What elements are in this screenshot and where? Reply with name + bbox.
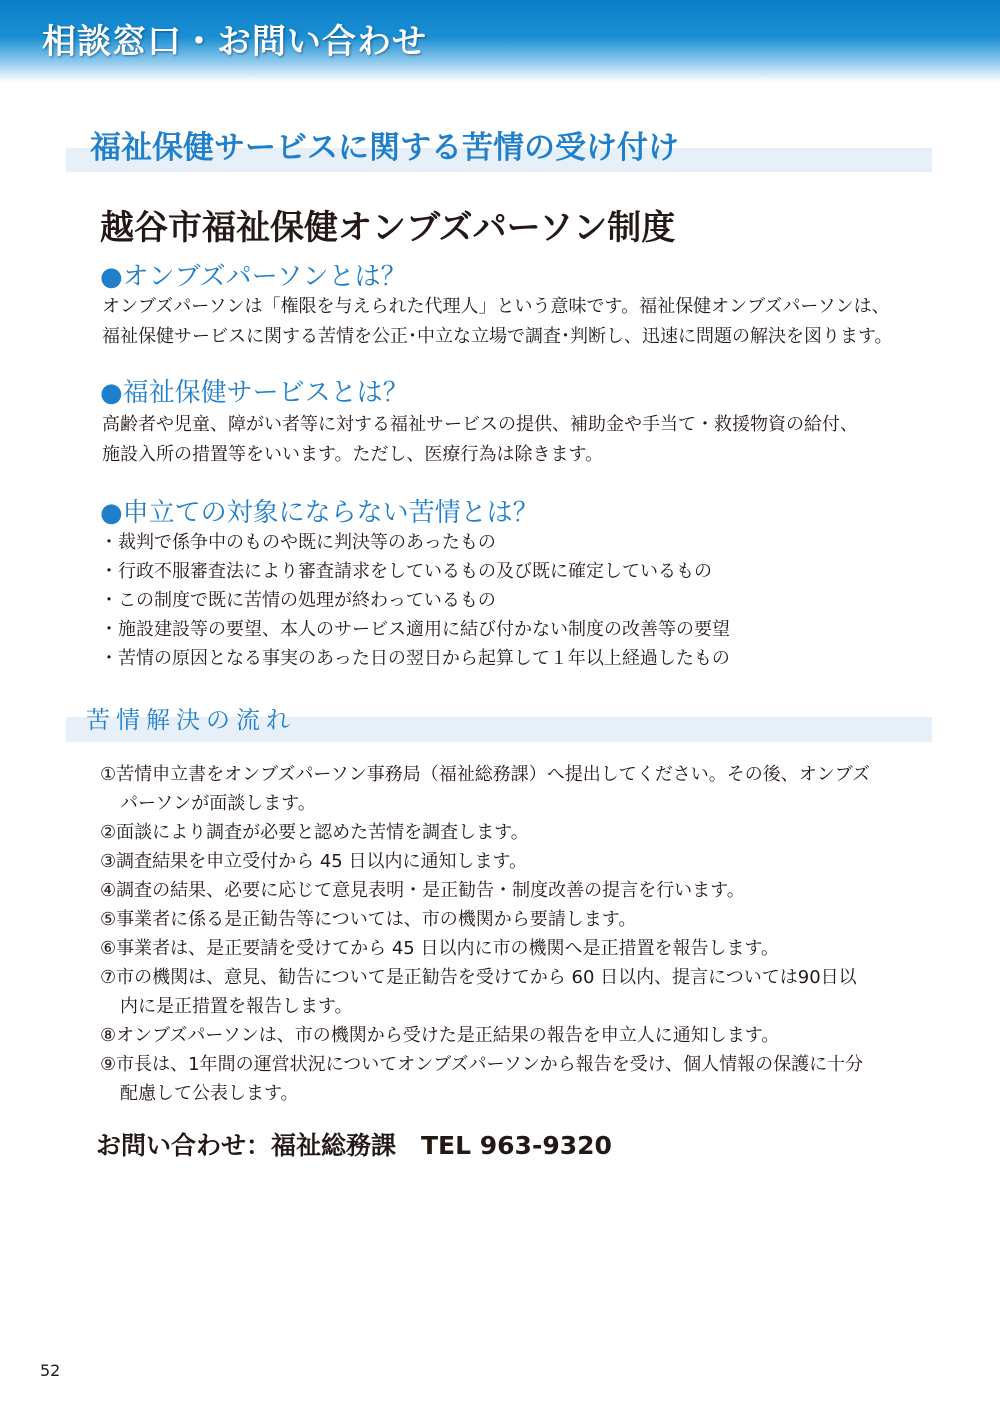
flow-step-line: ⑦市の機関は、意見、勧告について是正勧告を受けてから 60 日以内、提言については90日以 [100, 967, 857, 988]
flow-step: ⑧オンブズパーソンは、市の機関から受けた是正結果の報告を申立人に通知します。 [100, 1025, 780, 1046]
paragraph-line: 福祉保健サービスに関する苦情を公正･中立な立場で調査･判断し、迅速に問題の解決を図ります。 [102, 326, 893, 347]
subheading-what-is-ombudsperson: ●オンブズパーソンとは？ [100, 262, 407, 292]
flow-step-continuation: 配慮して公表します。 [120, 1083, 299, 1104]
excluded-complaints-list [100, 528, 730, 673]
page-number: 52 [40, 1361, 61, 1380]
contact-info: お問い合わせ：福祉総務課 TEL 963-9320 [96, 1131, 612, 1160]
flow-step-line: ⑨市長は、1年間の運営状況についてオンブズパーソンから報告を受け、個人情報の保護に十分 [100, 1054, 864, 1075]
list-item: ・この制度で既に苦情の処理が終わっているもの [100, 590, 496, 611]
list-item: ・裁判で係争中のものや既に判決等のあったもの [100, 532, 496, 553]
paragraph-line: 施設入所の措置等をいいます。ただし、医療行為は除きます。 [102, 444, 604, 465]
section-heading-complaints [66, 122, 932, 172]
list-item: ・施設建設等の要望、本人のサービス適用に結び付かない制度の改善等の要望 [100, 619, 730, 640]
flow-step-continuation: 内に是正措置を報告します。 [120, 996, 353, 1017]
flow-step [100, 760, 900, 818]
section-heading-flow [66, 700, 932, 742]
flow-step: ②面談により調査が必要と認めた苦情を調査します。 [100, 822, 529, 843]
system-title: 越谷市福祉保健オンブズパーソン制度 [100, 208, 676, 248]
paragraph-line: 高齢者や児童、障がい者等に対する福祉サービスの提供、補助金や手当て・救援物資の給付、 [102, 414, 858, 435]
subheading-welfare-services: ●福祉保健サービスとは？ [100, 378, 409, 408]
header-banner [0, 0, 1000, 82]
paragraph-line: オンブズパーソンは「権限を与えられた代理人」という意味です。福祉保健オンブズパーソンは、 [102, 296, 890, 317]
list-item: ・苦情の原因となる事実のあった日の翌日から起算して１年以上経過したもの [100, 648, 730, 669]
section-heading-text: 苦情解決の流れ [86, 706, 296, 734]
list-item: ・行政不服審査法により審査請求をしているもの及び既に確定しているもの [100, 561, 712, 582]
paragraph-what-is-ombudsperson [102, 292, 893, 352]
complaint-flow-list [100, 760, 900, 1108]
flow-step: ④調査の結果、必要に応じて意見表明・是正勧告・制度改善の提言を行います。 [100, 880, 745, 901]
flow-step: ⑥事業者は、是正要請を受けてから 45 日以内に市の機関へ是正措置を報告します。 [100, 938, 780, 959]
flow-step: ③調査結果を申立受付から 45 日以内に通知します。 [100, 851, 528, 872]
subheading-excluded-complaints: ●申立ての対象にならない苦情とは？ [100, 498, 539, 528]
flow-step-line: ①苦情申立書をオンブズパーソン事務局（福祉総務課）へ提出してください。その後、オンブズ [100, 764, 870, 785]
section-heading-text: 福祉保健サービスに関する苦情の受け付け [90, 130, 679, 166]
flow-step-continuation: パーソンが面談します。 [120, 793, 316, 814]
paragraph-welfare-services [102, 410, 858, 470]
page-title: 相談窓口・お問い合わせ [42, 22, 427, 62]
flow-step [100, 963, 900, 1021]
flow-step [100, 1050, 900, 1108]
flow-step: ⑤事業者に係る是正勧告等については、市の機関から要請します。 [100, 909, 637, 930]
